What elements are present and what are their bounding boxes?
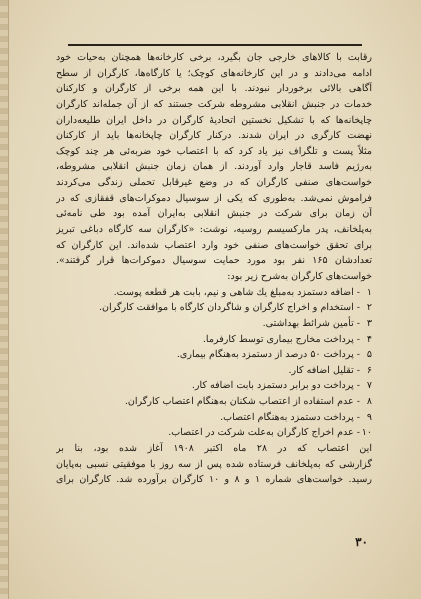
text-line: تعدادشان ۱۶۵ نفر بود مورد حمایت سوسیال دموکرات‌ها قرار گرفتند». [56,255,372,267]
list-item: ۳- تأمین شرائط بهداشتی. [56,316,372,332]
text-line: نهضت کارگری در ایران شدند. درکنار کارگران چاپخانه‌ها باید از کارکنان [56,130,372,142]
text-line: گزارشی که به‌پلخانف فرستاده شده پس از سه روز با موفقیتی نسبی به‌پایان [56,458,372,470]
list-number: ۴ [366,333,372,345]
list-text: تقلیل اضافه کار. [288,364,354,376]
text-line: آن زمان برای شرکت در جنبش انقلابی به‌ایران آمده بود طی نامه‌ئی [56,208,372,220]
list-text: تأمین شرائط بهداشتی. [262,317,354,329]
list-number: ۲ [366,302,372,314]
list-number: ۱۰ [361,427,372,439]
demands-list [56,285,372,441]
text-line: رقابت با کالاهای خارجی جان بگیرد، برخی کارخانه‌ها همچنان به‌حیات خود [56,52,372,63]
text-line: خواست‌های صنفی کارگران که در وضع غیرقابل تحملی زندگی می‌کردند [56,177,372,189]
list-number: ۸ [366,396,372,408]
page-binding-edge [0,0,9,599]
text-line: به‌پلخانف، پدر مارکسیسم روسیه، نوشت: «کارگران سه کارگاه دباغی تبریز [56,224,372,236]
text-line: آگاهی بالائی برخوردار نبودند. با این همه برخی از کارگران و کارکنان [56,83,372,95]
text-line: فراموش نمی‌شد. به‌طوری که یکی از سوسیال دموکرات‌های قفقازی که در [56,192,372,204]
list-item: ۲- استخدام و اخراج کارگران و شاگردان کارگاه با موافقت کارگران. [56,300,372,316]
list-number: ۱ [366,286,372,298]
text-line: چاپخانه‌ها که با تشکیل نخستین اتحادیهٔ کارگران در داخل ایران طلیعه‌داران [56,114,372,126]
text-line: خدمات در جنبش انقلابی مشروطه شرکت جستند که از آن جمله‌اند کارگران [56,98,372,110]
list-item: ۴- پرداخت مخارج بیماری توسط کارفرما. [56,332,372,348]
list-item: ۹- پرداخت دستمزد به‌هنگام اعتصاب. [56,410,372,426]
list-text: اضافه دستمزد به‌مبلغ یك شاهی و نیم، بابت هر قطعه پوست. [113,286,354,298]
list-number: ۵ [366,349,372,361]
list-text: پرداخت دو برابر دستمزد بابت اضافه کار. [191,380,354,392]
text-line: برای تحقق خواست‌های صنفی خود وارد اعتصاب شده‌اند. این کارگران که [56,239,372,251]
list-text: عدم اخراج کارگران به‌علت شرکت در اعتصاب. [168,427,354,439]
list-text: پرداخت دستمزد به‌هنگام اعتصاب. [220,411,354,423]
list-item: ۱- اضافه دستمزد به‌مبلغ یك شاهی و نیم، بابت هر قطعه پوست. [56,285,372,301]
list-number: ۳ [366,317,372,329]
text-line: مثلاً پست و تلگراف نیز یاد کرد که با اعتصاب خود ضربه‌ئی هر چند کوچک [56,145,372,157]
page-number: ۳۰ [355,535,368,549]
list-item: ۵- پرداخت ۵۰ درصد از دستمزد به‌هنگام بیماری. [56,347,372,363]
list-number: ۶ [366,364,372,376]
list-text: پرداخت مخارج بیماری توسط کارفرما. [202,333,354,345]
header-rule [68,44,362,46]
list-text: استخدام و اخراج کارگران و شاگردان کارگاه با موافقت کارگران. [98,302,354,314]
text-line: این اعتصاب که در ۲۸ ماه اکتبر ۱۹۰۸ آغاز شده بود، بنا بر [56,443,372,455]
list-number: ۷ [366,380,372,392]
list-item: ۱۰- عدم اخراج کارگران به‌علت شرکت در اعتصاب. [56,425,372,441]
list-item: ۸- عدم استفاده از اعتصاب شکنان به‌هنگام اعتصاب کارگران. [56,394,372,410]
list-text: پرداخت ۵۰ درصد از دستمزد به‌هنگام بیماری. [176,349,354,361]
text-line: رسید. خواست‌های شماره ۱ و ۸ و ۱۰ کارگران برآورده شد. کارگران برای [56,474,372,486]
body-text [56,50,372,520]
list-item: ۷- پرداخت دو برابر دستمزد بابت اضافه کار. [56,378,372,394]
text-line: به‌رژیم فاسد قاجار وارد آوردند. از همان زمان جنبش انقلابی مشروطه، [56,161,372,173]
list-item: ۶- تقلیل اضافه کار. [56,363,372,379]
list-number: ۹ [366,411,372,423]
list-text: عدم استفاده از اعتصاب شکنان به‌هنگام اعتصاب کارگران. [124,396,354,408]
text-line: خواست‌های کارگران به‌شرح زیر بود: [227,270,372,282]
text-line: ادامه می‌دادند و در این کارخانه‌های کوچک؛ یا کارگاه‌ها، کارگران از سطح [56,67,372,79]
